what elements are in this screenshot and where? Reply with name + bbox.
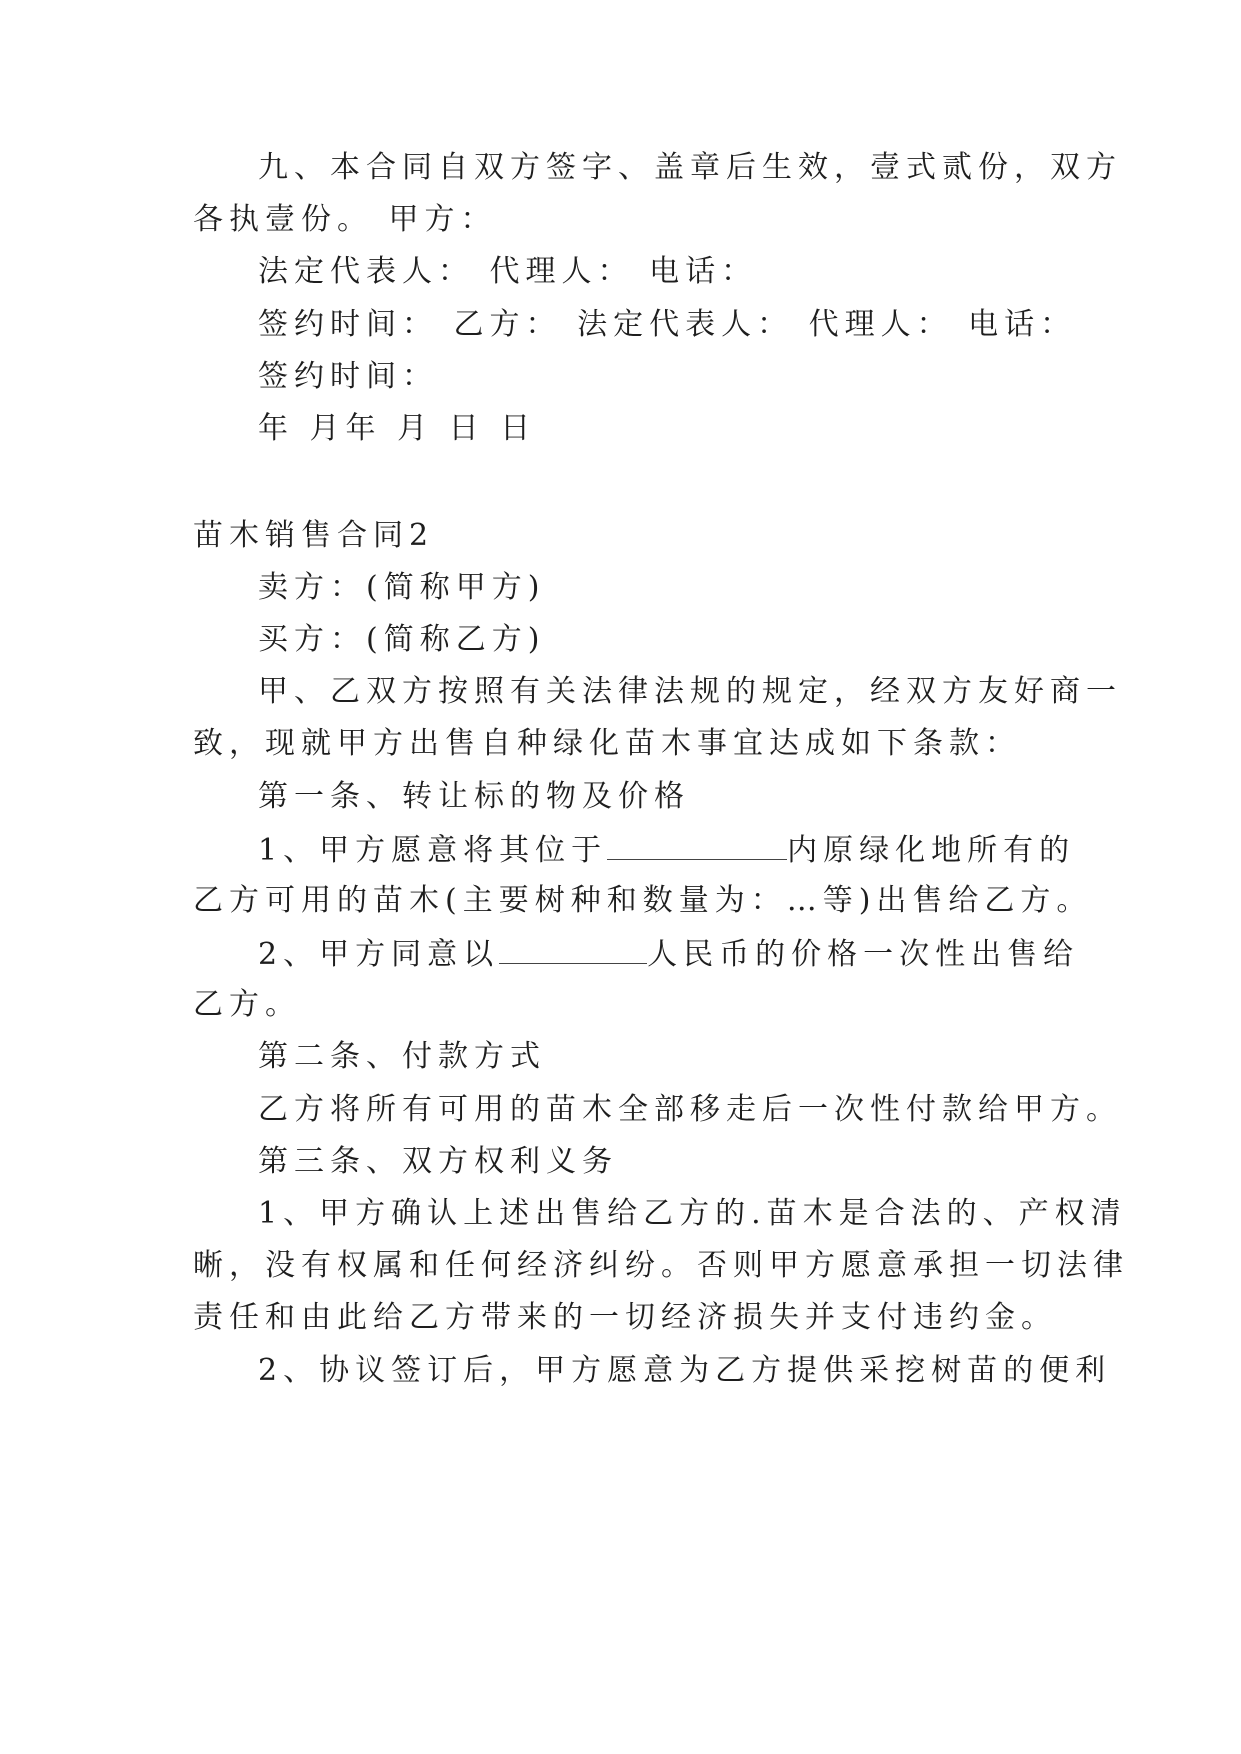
clause-nine-line-2: 各执壹份。 甲方： xyxy=(193,202,497,237)
price-blank xyxy=(499,933,647,964)
article-one-item-2-line-2: 乙方。 xyxy=(193,987,301,1022)
party-a-fields: 法定代表人： 代理人： 电话： xyxy=(258,254,758,289)
location-blank xyxy=(607,829,787,860)
article-one-item-1-line-2: 乙方可用的苗木(主要树种和数量为：…等)出售给乙方。 xyxy=(193,883,1093,918)
article-one-item-1-line-1 xyxy=(258,829,1138,871)
article-two-body: 乙方将所有可用的苗木全部移走后一次性付款给甲方。 xyxy=(258,1092,1122,1127)
article-three-item-2-line-1: 2、协议签订后，甲方愿意为乙方提供采挖树苗的便利 xyxy=(258,1353,1112,1388)
article-two-heading: 第二条、付款方式 xyxy=(258,1039,546,1074)
sign-date-line: 签约时间： xyxy=(258,359,438,394)
preamble-line-2: 致，现就甲方出售自种绿化苗木事宜达成如下条款： xyxy=(193,726,1021,761)
buyer-line: 买方：(简称乙方) xyxy=(258,622,546,657)
clause-nine-line-1: 九、本合同自双方签字、盖章后生效，壹式贰份，双方 xyxy=(258,150,1122,185)
contract-title: 苗木销售合同2 xyxy=(193,518,435,553)
article-three-item-1-line-2: 晰，没有权属和任何经济纠纷。否则甲方愿意承担一切法律 xyxy=(193,1248,1129,1283)
article-one-item-2-line-1 xyxy=(258,933,1138,975)
preamble-line-1: 甲、乙双方按照有关法律法规的规定，经双方友好商一 xyxy=(258,674,1122,709)
article-three-item-1-line-1: 1、甲方确认上述出售给乙方的.苗木是合法的、产权清 xyxy=(258,1196,1127,1231)
seller-line: 卖方：(简称甲方) xyxy=(258,570,546,605)
item-2-text-before: 2、甲方同意以 xyxy=(258,937,500,972)
article-one-heading: 第一条、转让标的物及价格 xyxy=(258,779,690,814)
article-three-item-1-line-3: 责任和由此给乙方带来的一切经济损失并支付违约金。 xyxy=(193,1300,1057,1335)
date-line: 年 月年 月 日 日 xyxy=(258,411,537,446)
item-2-text-after: 人民币的价格一次性出售给 xyxy=(647,937,1080,972)
item-1-text-after: 内原绿化地所有的 xyxy=(787,833,1076,868)
item-1-text-before: 1、甲方愿意将其位于 xyxy=(258,833,608,868)
article-three-heading: 第三条、双方权利义务 xyxy=(258,1144,618,1179)
sign-date-party-b-fields: 签约时间： 乙方： 法定代表人： 代理人： 电话： xyxy=(258,307,1077,342)
